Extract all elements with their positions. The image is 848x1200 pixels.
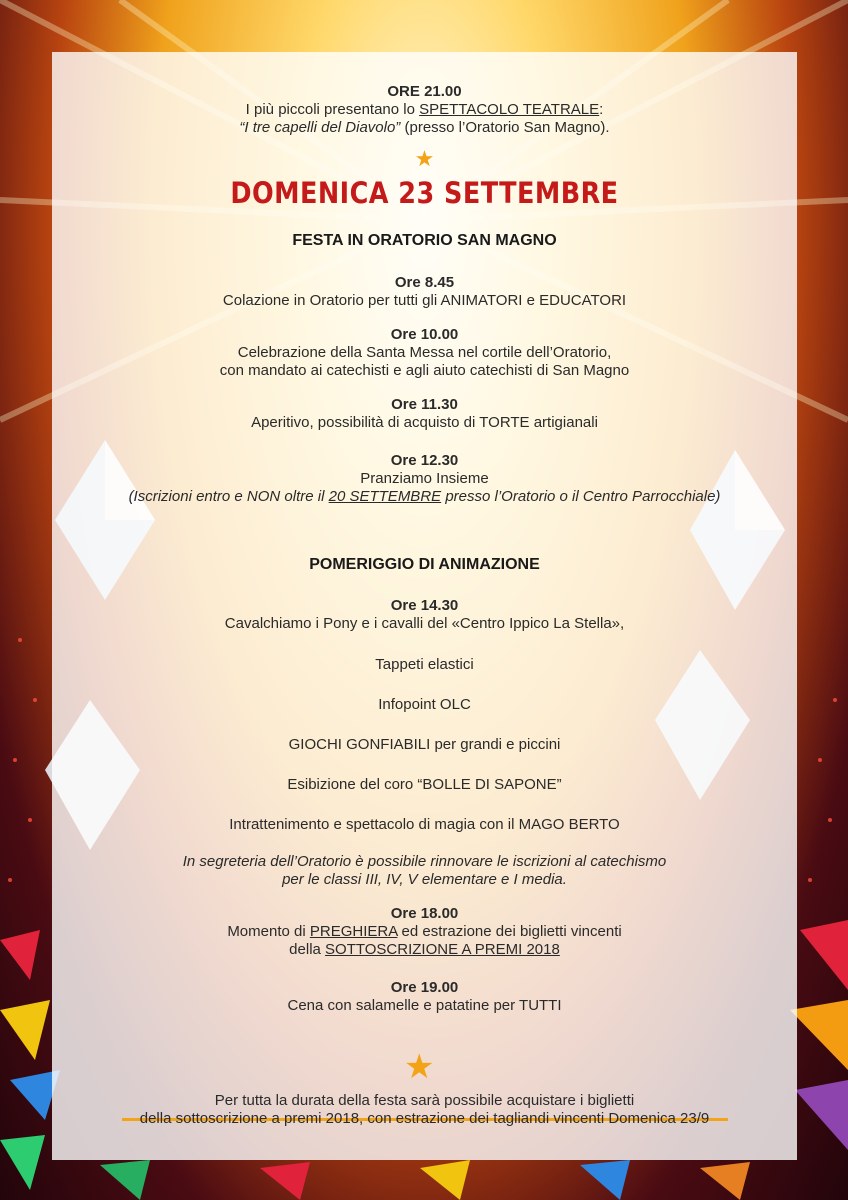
event-1430: [52, 597, 797, 633]
intro-block: [52, 83, 797, 137]
event-1130: [52, 396, 797, 432]
star-icon: ★: [404, 1048, 435, 1086]
catechism-note: [52, 853, 797, 889]
event-desc: Celebrazione della Santa Messa nel cortile dell’Oratorio,: [237, 344, 612, 361]
event-1000: [52, 326, 797, 380]
show-location: (presso l’Oratorio San Magno).: [400, 119, 610, 136]
event-1800: [52, 905, 797, 959]
event-1230: [52, 452, 797, 506]
prayer-link: PREGHIERA: [309, 923, 398, 940]
desc-text: Momento di: [227, 923, 310, 940]
intro-text: I più piccoli presentano lo: [245, 101, 420, 118]
footer-line: Per tutta la durata della festa sarà possibile acquistare i biglietti: [214, 1092, 635, 1109]
event-time: Ore 14.30: [390, 597, 459, 614]
footer-note: [52, 1092, 797, 1128]
event-desc: [52, 923, 797, 941]
event-time: Ore 19.00: [390, 979, 459, 996]
intro-line-1: [52, 101, 797, 119]
event-time: Ore 8.45: [394, 274, 455, 291]
intro-line-2: [52, 119, 797, 137]
activity-item: Esibizione del coro “BOLLE DI SAPONE”: [287, 776, 562, 793]
event-desc: [52, 941, 797, 959]
footer-line: della sottoscrizione a premi 2018, con estrazione dei tagliandi vincenti Domenica 23/9: [139, 1110, 710, 1127]
activity-item: GIOCHI GONFIABILI per grandi e piccini: [288, 736, 561, 753]
activity-item: Tappeti elastici: [375, 656, 474, 673]
raffle-link: SOTTOSCRIZIONE A PREMI 2018: [325, 941, 560, 958]
intro-colon: :: [599, 101, 604, 118]
event-desc: Aperitivo, possibilità di acquisto di TORTE artigianali: [251, 414, 598, 431]
note-line: per le classi III, IV, V elementare e I media.: [282, 871, 567, 888]
event-time: Ore 12.30: [390, 452, 459, 469]
event-desc: Cena con salamelle e patatine per TUTTI: [287, 997, 562, 1014]
lunch-note-text: presso l’Oratorio o il Centro Parrocchiale): [441, 488, 721, 505]
event-desc: Pranziamo Insieme: [360, 470, 489, 487]
desc-text: ed estrazione dei biglietti vincenti: [397, 923, 622, 940]
event-time: Ore 18.00: [390, 905, 459, 922]
event-0845: [52, 274, 797, 310]
activity-item: Cavalchiamo i Pony e i cavalli del «Centro Ippico La Stella»,: [224, 615, 625, 632]
event-time: Ore 11.30: [391, 396, 458, 413]
main-title: DOMENICA 23 SETTEMBRE: [230, 176, 619, 210]
desc-text: della: [289, 941, 326, 958]
deadline-date: 20 SETTEMBRE: [328, 488, 442, 505]
star-icon: ★: [414, 146, 435, 171]
afternoon-title: POMERIGGIO DI ANIMAZIONE: [309, 556, 540, 573]
show-title: “I tre capelli del Diavolo”: [239, 119, 401, 136]
lunch-note: [52, 488, 797, 506]
note-line: In segreteria dell’Oratorio è possibile rinnovare le iscrizioni al catechismo: [182, 853, 667, 870]
intro-show-link: SPETTACOLO TEATRALE: [419, 101, 600, 118]
activity-item: Infopoint OLC: [378, 696, 471, 713]
subtitle: FESTA IN ORATORIO SAN MAGNO: [292, 232, 557, 249]
event-time: Ore 10.00: [390, 326, 459, 343]
activity-item: Intrattenimento e spettacolo di magia con il MAGO BERTO: [229, 816, 620, 833]
content-panel: [52, 52, 797, 1160]
event-desc: con mandato ai catechisti e agli aiuto catechisti di San Magno: [219, 362, 630, 379]
event-1900: [52, 979, 797, 1015]
event-desc: Colazione in Oratorio per tutti gli ANIMATORI e EDUCATORI: [222, 292, 627, 309]
intro-time: ORE 21.00: [387, 83, 462, 100]
lunch-note-text: (Iscrizioni entro e NON oltre il: [128, 488, 329, 505]
